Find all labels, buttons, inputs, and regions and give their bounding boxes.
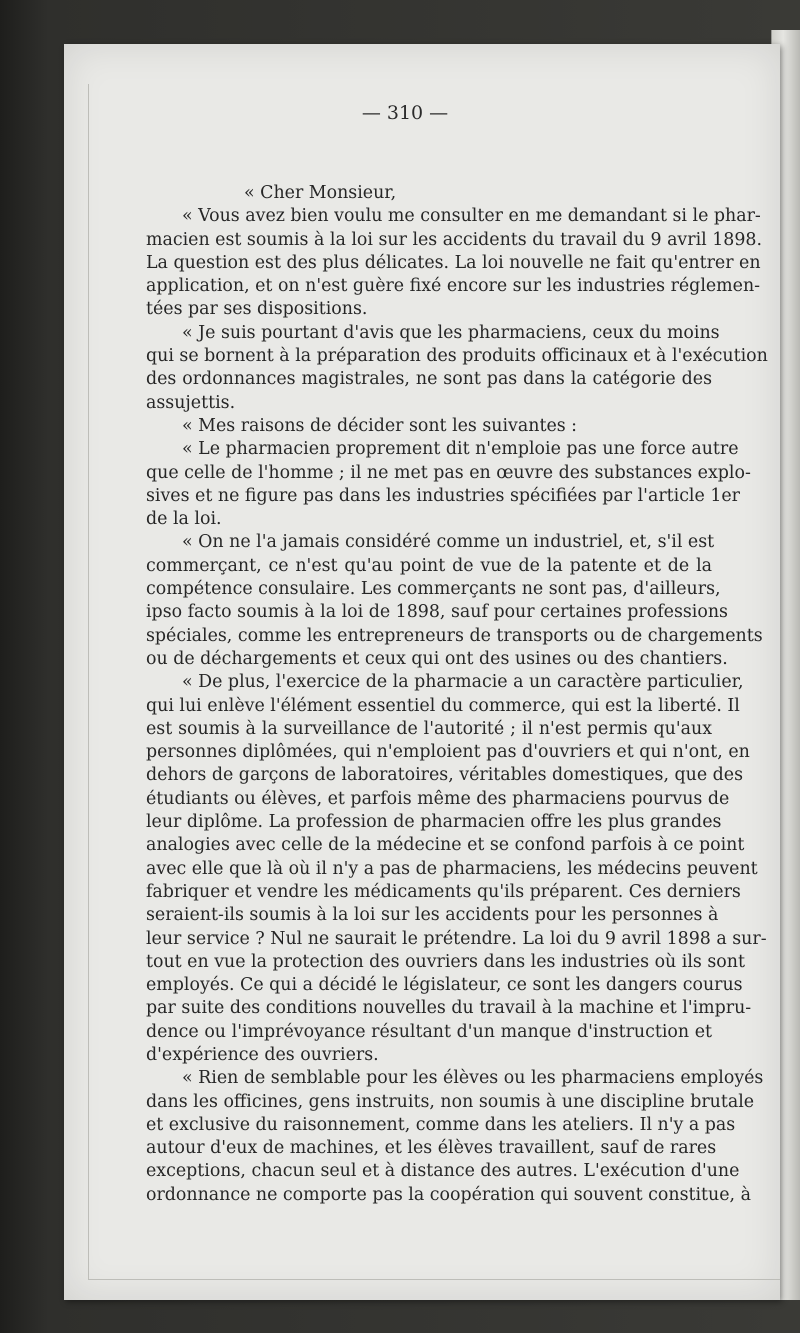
text-line: par suite des conditions nouvelles du travail à la machine et l'impru-	[146, 998, 752, 1019]
body-text	[146, 182, 768, 1207]
text-line: étudiants ou élèves, et parfois même des pharmaciens pourvus de	[146, 788, 730, 809]
text-line: « Mes raisons de décider sont les suivantes :	[182, 415, 578, 436]
text-line: « Rien de semblable pour les élèves ou les pharmaciens employés	[182, 1068, 764, 1089]
text-line: dans les officines, gens instruits, non soumis à une discipline brutale	[146, 1091, 755, 1112]
text-line: assujettis.	[146, 392, 236, 413]
text-line: tout en vue la protection des ouvriers dans les industries où ils sont	[146, 951, 745, 972]
text-line: personnes diplômées, qui n'emploient pas d'ouvriers et qui n'ont, en	[146, 742, 750, 763]
text-line: « Vous avez bien voulu me consulter en me demandant si le phar-	[182, 206, 761, 227]
text-line: autour d'eux de machines, et les élèves travaillent, sauf de rares	[146, 1138, 717, 1159]
text-line: commerçant, ce n'est qu'au point de vue de la patente et de la	[146, 555, 712, 576]
text-line: est soumis à la surveillance de l'autorité ; il n'est permis qu'aux	[146, 718, 712, 739]
text-line: dence ou l'imprévoyance résultant d'un manque d'instruction et	[146, 1021, 712, 1042]
text-line: d'expérience des ouvriers.	[146, 1044, 379, 1065]
text-line: « Cher Monsieur,	[244, 183, 397, 203]
text-line: et exclusive du raisonnement, comme dans les ateliers. Il n'y a pas	[146, 1114, 736, 1135]
text-line: compétence consulaire. Les commerçants ne sont pas, d'ailleurs,	[146, 579, 721, 600]
text-line: qui lui enlève l'élément essentiel du commerce, qui est la liberté. Il	[146, 695, 740, 716]
text-line: tées par ses dispositions.	[146, 299, 368, 320]
text-line: « Le pharmacien proprement dit n'emploie pas une force autre	[182, 439, 739, 460]
text-line: ou de déchargements et ceux qui ont des usines ou des chantiers.	[146, 648, 728, 669]
text-line: leur diplôme. La profession de pharmacien offre les plus grandes	[146, 812, 722, 833]
text-line: sives et ne figure pas dans les industries spécifiées par l'article 1er	[146, 485, 740, 506]
text-line: de la loi.	[146, 509, 222, 530]
text-line: fabriquer et vendre les médicaments qu'ils préparent. Ces derniers	[146, 881, 741, 902]
text-line: analogies avec celle de la médecine et se confond parfois à ce point	[146, 835, 745, 856]
text-line: « Je suis pourtant d'avis que les pharmaciens, ceux du moins	[182, 322, 720, 343]
text-line: exceptions, chacun seul et à distance des autres. L'exécution d'une	[146, 1161, 740, 1182]
text-line: « De plus, l'exercice de la pharmacie a un caractère particulier,	[182, 672, 744, 693]
text-line: application, et on n'est guère fixé encore sur les industries réglemen-	[146, 276, 761, 297]
text-line: dehors de garçons de laboratoires, véritables domestiques, que des	[146, 765, 744, 786]
text-line: ordonnance ne comporte pas la coopération qui souvent constitue, à	[146, 1184, 751, 1205]
text-line: « On ne l'a jamais considéré comme un industriel, et, s'il est	[182, 532, 715, 553]
text-line: des ordonnances magistrales, ne sont pas dans la catégorie des	[146, 369, 712, 390]
page-number: — 310 —	[361, 102, 449, 124]
text-line: macien est soumis à la loi sur les accidents du travail du 9 avril 1898.	[146, 229, 763, 250]
text-line: qui se bornent à la préparation des produits officinaux et à l'exécution	[146, 346, 768, 367]
text-line: seraient-ils soumis à la loi sur les accidents pour les personnes à	[146, 905, 719, 926]
text-line: avec elle que là où il n'y a pas de pharmaciens, les médecins peuvent	[146, 858, 758, 879]
text-line: spéciales, comme les entrepreneurs de transports ou de chargements	[146, 625, 763, 646]
text-line: leur service ? Nul ne saurait le prétendre. La loi du 9 avril 1898 a sur-	[146, 928, 767, 949]
text-line: ipso facto soumis à la loi de 1898, sauf pour certaines professions	[146, 602, 728, 623]
text-line: employés. Ce qui a décidé le législateur, ce sont les dangers courus	[146, 975, 743, 996]
text-line: que celle de l'homme ; il ne met pas en œuvre des substances explo-	[146, 462, 751, 483]
text-line: La question est des plus délicates. La loi nouvelle ne fait qu'entrer en	[146, 252, 761, 273]
